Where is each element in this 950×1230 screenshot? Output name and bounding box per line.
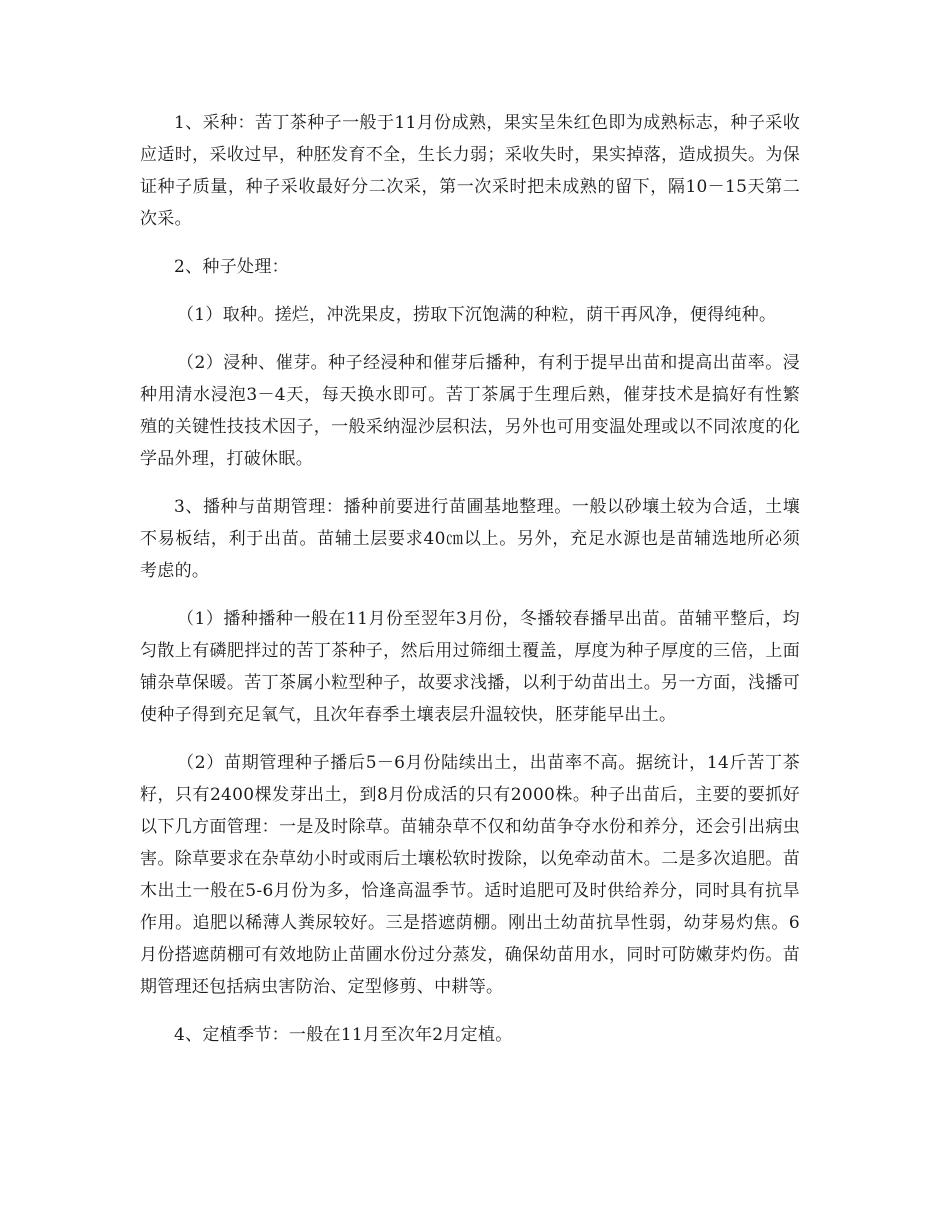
paragraph-sowing: （1）播种播种一般在11月份至翌年3月份，冬播较春播早出苗。苗辅平整后，均匀散上有磷肥拌过的苦丁茶种子，然后用过筛细土覆盖，厚度为种子厚度的三倍，上面铺杂草保暖。苦丁茶属小粒型种子，故要求浅播，以利于幼苗出土。另一方面，浅播可使种子得到充足氧气，且次年春季土壤表层升温较快，胚芽能早出土。 (140, 609, 800, 725)
paragraph-seed-collection: 1、采种：苦丁茶种子一般于11月份成熟，果实呈朱红色即为成熟标志，种子采收应适时，采收过早，种胚发育不全，生长力弱；采收失时，果实掉落，造成损失。为保证种子质量，种子采收最好分二次采，第一次采时把未成熟的留下，隔10－15天第二次采。 (140, 113, 800, 229)
paragraph-sowing-nursery: 3、播种与苗期管理：播种前要进行苗圃基地整理。一般以砂壤土较为合适，土壤不易板结，利于出苗。苗辅土层要求40㎝以上。另外，充足水源也是苗辅选地所必须考虑的。 (140, 497, 800, 581)
document-body (140, 107, 800, 1067)
paragraph-seedling-management: （2）苗期管理种子播后5－6月份陆续出土，出苗率不高。据统计，14斤苦丁茶籽，只有2400棵发芽出土，到8月份成活的只有2000株。种子出苗后，主要的要抓好以下几方面管理：一是及时除草。苗辅杂草不仅和幼苗争夺水份和养分，还会引出病虫害。除草要求在杂草幼小时或雨后土壤松软时拨除，以免牵动苗木。二是多次追肥。苗木出土一般在5-6月份为多，恰逢高温季节。适时追肥可及时供给养分，同时具有抗旱作用。追肥以稀薄人粪尿较好。三是搭遮荫棚。刚出土幼苗抗旱性弱，幼芽易灼焦。6月份搭遮荫棚可有效地防止苗圃水份过分蒸发，确保幼苗用水，同时可防嫩芽灼伤。苗期管理还包括病虫害防治、定型修剪、中耕等。 (140, 753, 800, 997)
paragraph-soaking-germination: （2）浸种、催芽。种子经浸种和催芽后播种，有利于提早出苗和提高出苗率。浸种用清水浸泡3－4天，每天换水即可。苦丁茶属于生理后熟，催芽技术是搞好有性繁殖的关键性技技术因子，一般采纳湿沙层积法，另外也可用变温处理或以不同浓度的化学品外理，打破休眠。 (140, 353, 800, 469)
paragraph-seed-extraction: （1）取种。搓烂，冲洗果皮，捞取下沉饱满的种粒，荫干再风净，便得纯种。 (177, 305, 777, 325)
paragraph-planting-season: 4、定植季节：一般在11月至次年2月定植。 (174, 1025, 513, 1045)
paragraph-seed-treatment-heading: 2、种子处理： (174, 257, 289, 277)
